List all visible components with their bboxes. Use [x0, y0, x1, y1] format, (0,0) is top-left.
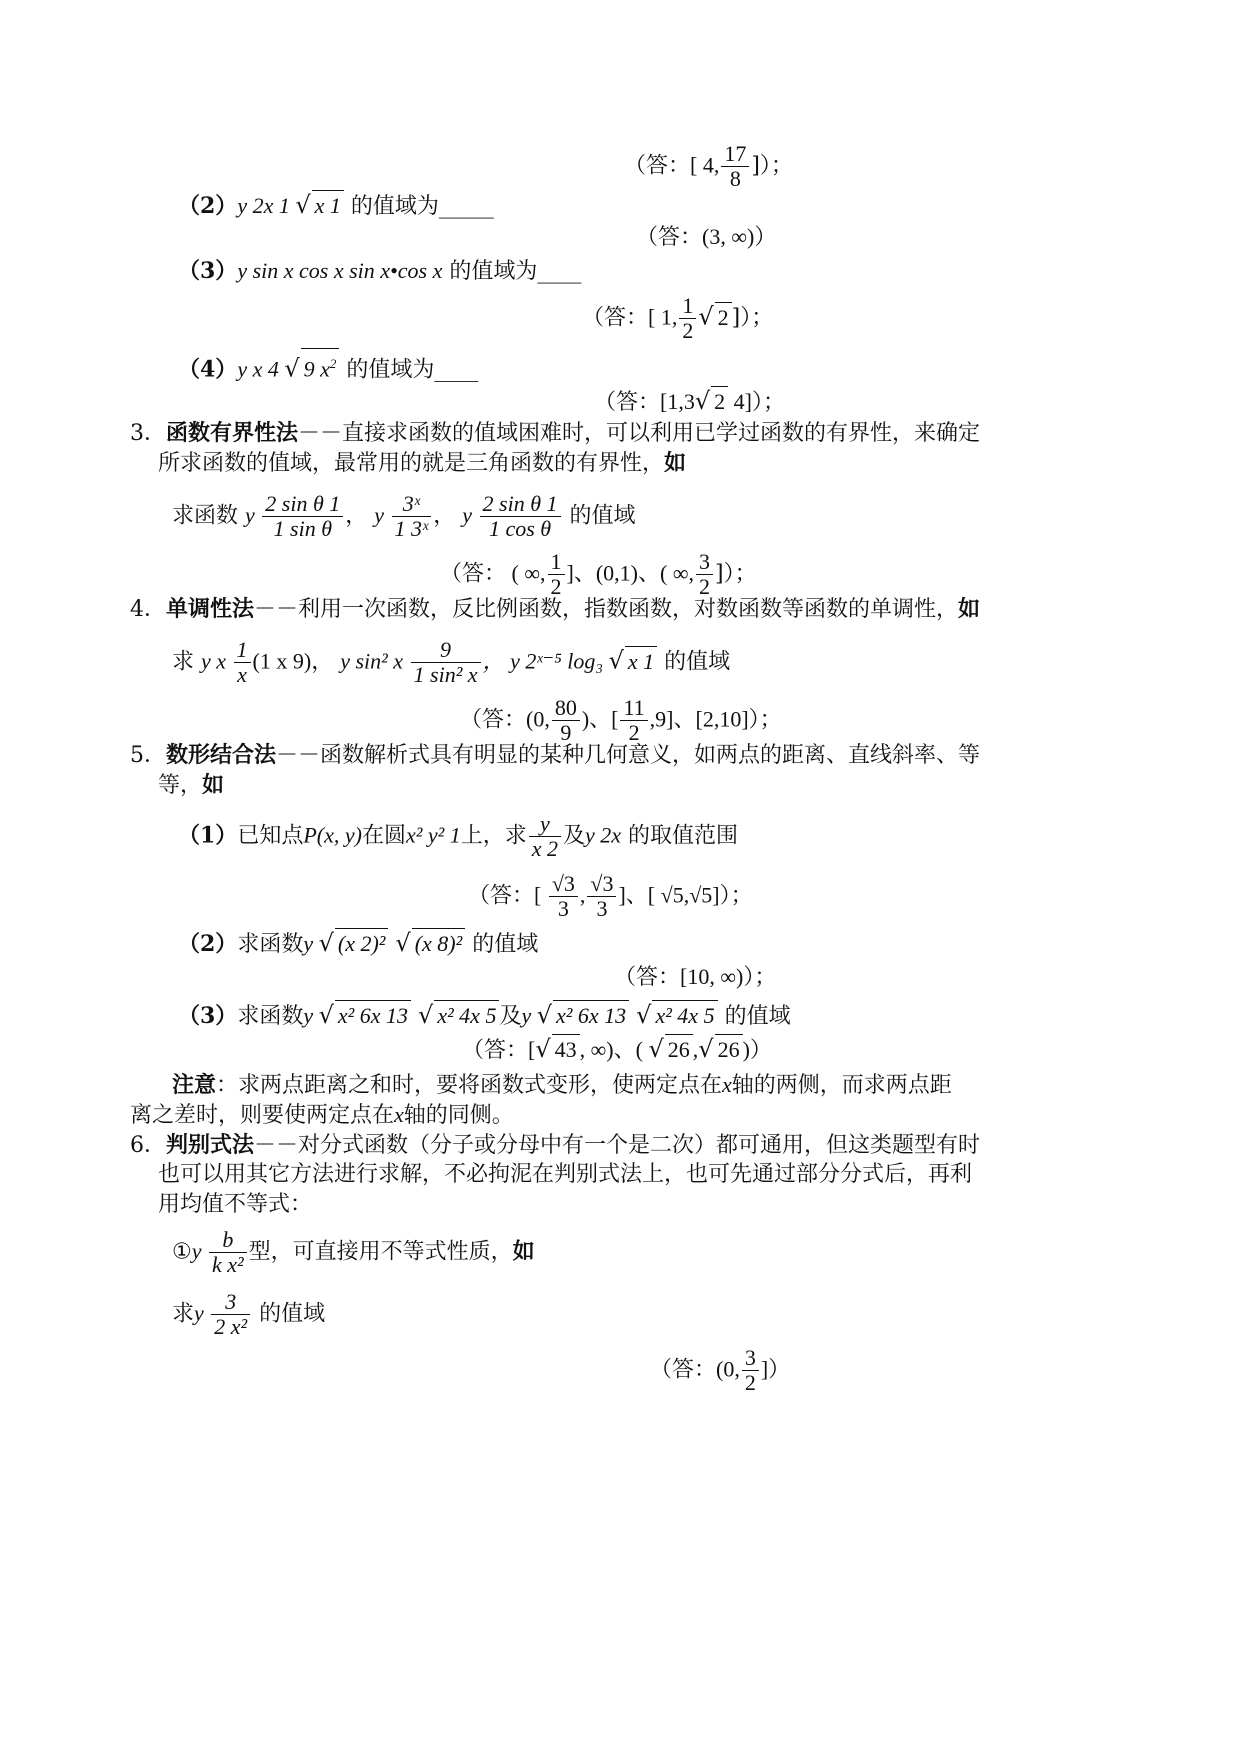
fraction: $\frac{9}{\text{1 sin² x}}$ [411, 638, 481, 687]
case-1: ①y $\frac{b}{\text{k x²}}$ 型，可直接用不等式性质，如 [172, 1227, 535, 1277]
fraction: $\frac{\text{2 sin θ 1}}{\text{1 cos θ}}$ [480, 492, 561, 541]
answer-3: （答： ( ∞, $\frac{1}{2}$ ]、(0,1)、( ∞, $\frac{3}{2}$ ]）； [440, 549, 757, 599]
sqrt-sign: √ [318, 1001, 334, 1029]
fraction: $\frac{√3}{3}$ [549, 872, 578, 921]
fraction: $\frac{3}{\text{2 x²}}$ [211, 1290, 250, 1339]
sqrt-sign: √ [536, 1001, 553, 1029]
fraction: $\frac{\text{2 sin θ 1}}{\text{1 sin θ}}$ [262, 492, 343, 541]
section-6-heading: 6．判别式法－－对分式函数（分子或分母中有一个是二次）都可通用，但这类题型有时 [130, 1132, 981, 1158]
fraction: $\frac{b}{\text{k x²}}$ [209, 1228, 247, 1277]
answer-2-4: （答：[1,3√ 2 4]）； [594, 387, 785, 415]
answer-5-3: （答：[√ 43 , ∞)、( √ 26 ,√ 26 )） [462, 1035, 772, 1063]
section-4-heading: 4．单调性法－－利用一次函数，反比例函数，指数函数，对数函数等函数的单调性，如 [130, 596, 981, 622]
answer-2-3: （答：[ 1, $\frac{1}{2}$ √ 2 ]）； [582, 293, 774, 343]
section-3-heading: 3．函数有界性法－－直接求函数的值域困难时，可以利用已学过函数的有界性，来确定 [130, 420, 981, 446]
sqrt-sign: √ [636, 1001, 652, 1029]
problem-2-4: （4）y x 4 √ 9 $x^2$ 的值域为____ [178, 348, 478, 385]
fraction: $\frac{11}{2}$ [620, 696, 647, 745]
sqrt-sign: √ [698, 302, 714, 331]
problem-5-1: （1）已知点P(x, y)在圆x² y² 1上，求 $\frac{y}{x 2}$ 及y 2x 的取值范围 [178, 811, 739, 861]
sqrt-sign: √ [535, 1035, 551, 1063]
section-6-line2: 也可以用其它方法进行求解，不必拘泥在判别式法上，也可先通过部分分式后，再利 [158, 1162, 973, 1187]
answer-6: （答：(0, $\frac{3}{2}$ ]） [650, 1345, 791, 1395]
fraction: $\frac{3}{2}$ [742, 1346, 759, 1395]
sqrt-sign: √ [318, 929, 334, 957]
fraction: $\frac{√3}{3}$ [587, 872, 616, 921]
answer-5-1: （答：[ $\frac{√3}{3}$ , $\frac{√3}{3}$ ]、[ √5,√5]）； [468, 871, 753, 921]
answer-2-1: （答：[ 4, $\frac{17}{8}$ ]）； [624, 141, 793, 191]
answer-2-2: （答：(3, ∞)） [636, 224, 777, 249]
sqrt-sign: √ [395, 929, 411, 957]
section-4-question: 求 y x $\frac{1}{x}$ (1 x 9)， y sin² x $\frac{9}{\text{1 sin² x}}$ ， y 2ˣ⁻⁵ log₃ √ x 1 的值域 [172, 637, 731, 687]
problem-2-3: （3）y sin x cos x sin x•cos x 的值域为____ [178, 258, 582, 284]
fraction: $\frac{1}{2}$ [679, 294, 696, 343]
section-5-heading: 5．数形结合法－－函数解析式具有明显的某种几何意义，如两点的距离、直线斜率、等 [130, 742, 981, 768]
sqrt-sign: √ [295, 191, 311, 219]
fraction: $\frac{1}{2}$ [548, 550, 565, 599]
fraction: $\frac{\text{3ˣ}}{\text{1 3ˣ}}$ [392, 492, 432, 541]
section-5-line2: 等，如 [158, 772, 225, 798]
answer-5-2: （答：[10, ∞)）； [614, 964, 777, 989]
section-6-line3: 用均值不等式： [158, 1192, 313, 1217]
sqrt-sign: √ [648, 1035, 664, 1063]
sqrt-sign: √ [418, 1001, 434, 1029]
problem-5-3: （3）求函数y √ x² 6x 13 √ x² 4x 5 及y √ x² 6x 13 √ x² 4x 5 的值域 [178, 1001, 791, 1029]
fraction: $\frac{1}{x}$ [234, 638, 251, 687]
sqrt-sign: √ [698, 1035, 714, 1063]
problem-5-2: （2）求函数y √ (x 2)² √ (x 8)² 的值域 [178, 929, 539, 957]
sqrt-sign: √ [284, 354, 300, 383]
section-3-line2: 所求函数的值域，最常用的就是三角函数的有界性，如 [158, 450, 687, 476]
problem-2-2: （2）y 2x 1 √ x 1 的值域为_____ [178, 191, 494, 219]
answer-4: （答：(0, $\frac{80}{9}$ )、[ $\frac{11}{2}$ ,9]、[2,10]）； [460, 695, 782, 745]
fraction: $\frac{y}{x 2}$ [529, 812, 561, 861]
fraction: $\frac{17}{8}$ [721, 142, 749, 191]
case-1-question: 求y $\frac{3}{\text{2 x²}}$ 的值域 [172, 1289, 326, 1339]
sqrt-sign: √ [694, 387, 711, 415]
fraction: $\frac{3}{2}$ [696, 550, 713, 599]
fraction: $\frac{80}{9}$ [552, 696, 580, 745]
section-3-question: 求函数 y $\frac{\text{2 sin θ 1}}{\text{1 sin θ}}$ ， y $\frac{\text{3ˣ}}{\text{1 3ˣ}}$ ， y $\frac{\text{2 sin θ 1}}{\text{1 cos θ}}$ 的值域 [172, 491, 636, 541]
note-line1: 注意：求两点距离之和时，要将函数式变形，使两定点在x轴的两侧，而求两点距 [172, 1072, 952, 1098]
sqrt-sign: √ [608, 646, 624, 675]
note-line2: 离之差时，则要使两定点在x轴的同侧。 [130, 1102, 514, 1128]
